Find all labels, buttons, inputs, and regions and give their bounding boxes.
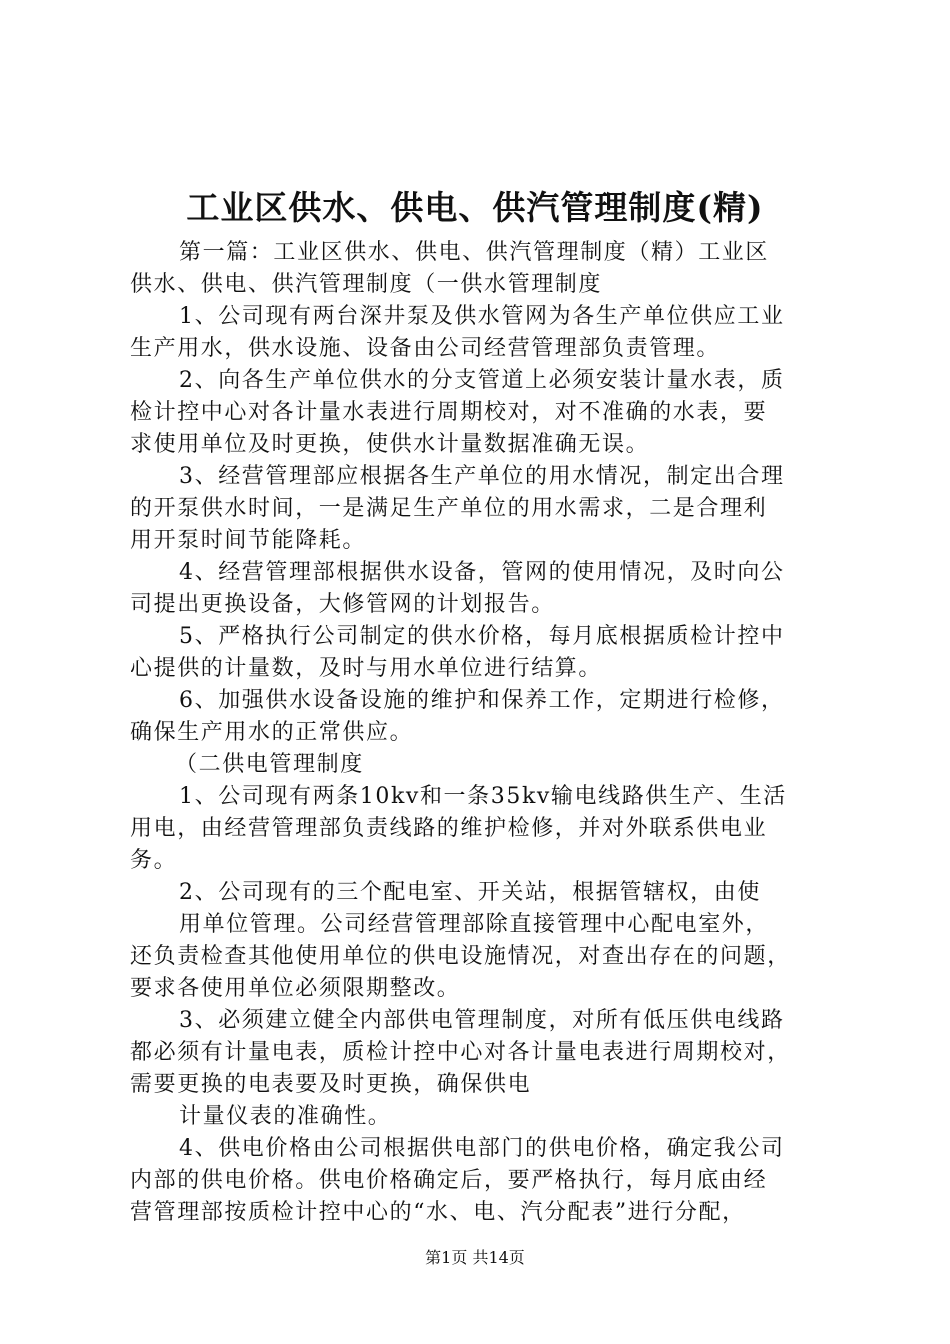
text-line: 4、经营管理部根据供水设备，管网的使用情况，及时向公 <box>179 560 785 585</box>
text-line: 用单位管理。公司经营管理部除直接管理中心配电室外， <box>179 912 770 937</box>
text-line: 确保生产用水的正常供应。 <box>130 720 414 745</box>
text-line: 第一篇：工业区供水、供电、供汽管理制度（精）工业区 <box>179 240 770 265</box>
text-line: 内部的供电价格。供电价格确定后，要严格执行，每月底由经 <box>130 1168 768 1193</box>
text-line: 6、加强供水设备设施的维护和保养工作，定期进行检修， <box>179 688 785 713</box>
text-line: 营管理部按质检计控中心的“水、电、汽分配表”进行分配， <box>130 1200 746 1225</box>
text-line: 计量仪表的准确性。 <box>179 1104 392 1129</box>
text-line: 求使用单位及时更换，使供水计量数据准确无误。 <box>130 432 650 457</box>
text-line: 用电，由经营管理部负责线路的维护检修，并对外联系供电业 <box>130 816 768 841</box>
text-line: 心提供的计量数，及时与用水单位进行结算。 <box>130 656 603 681</box>
text-line: 3、经营管理部应根据各生产单位的用水情况，制定出合理 <box>179 464 785 489</box>
text-line: 2、公司现有的三个配电室、开关站，根据管辖权，由使 <box>179 880 761 905</box>
text-line: 2、向各生产单位供水的分支管道上必须安装计量水表，质 <box>179 368 785 393</box>
text-line: 供水、供电、供汽管理制度（一供水管理制度 <box>130 272 603 297</box>
text-line: 的开泵供水时间，一是满足生产单位的用水需求，二是合理利 <box>130 496 768 521</box>
text-line: 检计控中心对各计量水表进行周期校对，对不准确的水表，要 <box>130 400 768 425</box>
text-line: 3、必须建立健全内部供电管理制度，对所有低压供电线路 <box>179 1008 785 1033</box>
text-line: 4、供电价格由公司根据供电部门的供电价格，确定我公司 <box>179 1136 785 1161</box>
text-line: 都必须有计量电表，质检计控中心对各计量电表进行周期校对， <box>130 1040 791 1065</box>
text-line: 5、严格执行公司制定的供水价格，每月底根据质检计控中 <box>179 624 785 649</box>
text-line: 要求各使用单位必须限期整改。 <box>130 976 461 1001</box>
text-line: 生产用水，供水设施、设备由公司经营管理部负责管理。 <box>130 336 721 361</box>
text-line: 务。 <box>130 848 178 873</box>
text-line: 1、公司现有两条10kv和一条35kv输电线路供生产、生活 <box>179 784 787 809</box>
text-line: 1、公司现有两台深井泵及供水管网为各生产单位供应工业 <box>179 304 785 329</box>
page-footer: 第1页 共14页 <box>425 1248 525 1267</box>
document-title: 工业区供水、供电、供汽管理制度(精) <box>186 188 764 227</box>
text-line: 还负责检查其他使用单位的供电设施情况，对查出存在的问题， <box>130 944 791 969</box>
text-line: 用开泵时间节能降耗。 <box>130 528 367 553</box>
section-heading: （二供电管理制度 <box>175 752 364 777</box>
text-line: 司提出更换设备，大修管网的计划报告。 <box>130 592 555 617</box>
text-line: 需要更换的电表要及时更换，确保供电 <box>130 1072 532 1097</box>
